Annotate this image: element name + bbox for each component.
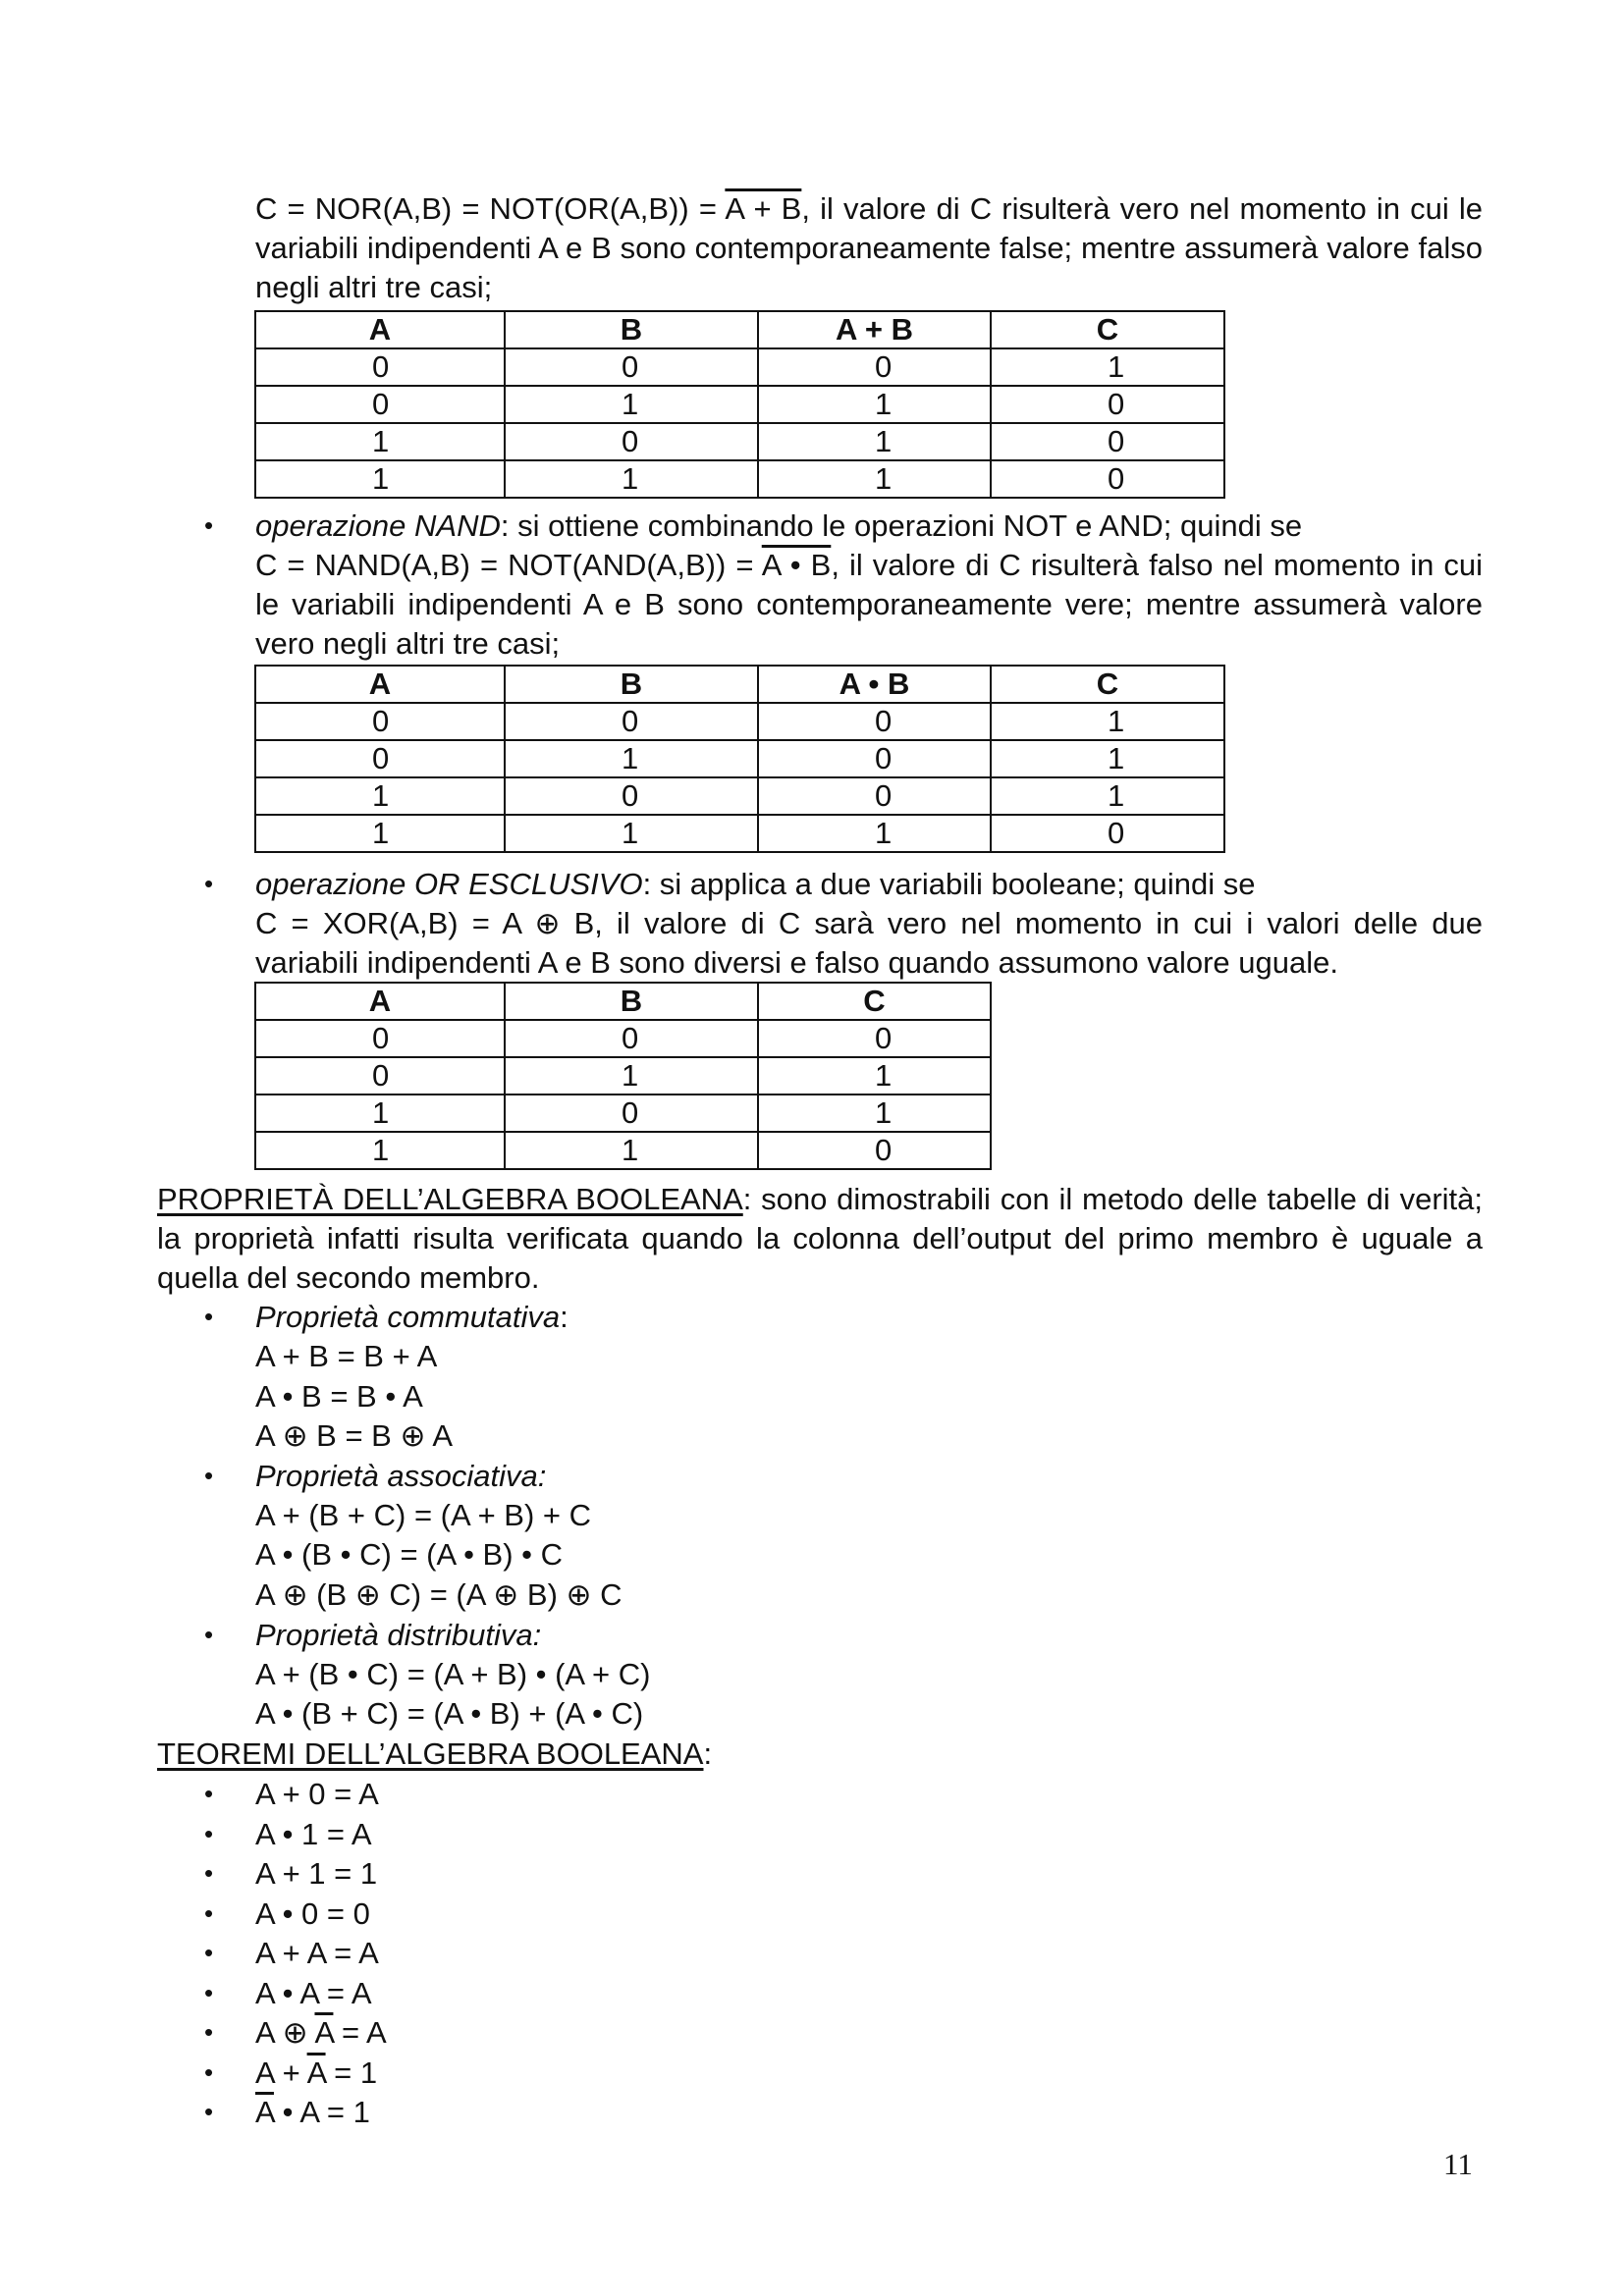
nand-table-cell: 1 bbox=[991, 703, 1224, 740]
nor-table-header-cell: C bbox=[991, 311, 1224, 348]
theorem-bullet-6: • bbox=[204, 1978, 214, 2007]
theorem-7-negated: $\overline{A}$ bbox=[314, 2015, 334, 2050]
nor-table-cell: 0 bbox=[255, 348, 505, 386]
theorem-5: A + A = A bbox=[255, 1936, 379, 1970]
xor-table-cell: 0 bbox=[505, 1020, 758, 1057]
nand-table-row bbox=[255, 777, 1224, 815]
nand-table-cell: 1 bbox=[758, 815, 991, 852]
commutative-formula-3: A ⊕ B = B ⊕ A bbox=[255, 1418, 454, 1453]
nor-table-cell: 1 bbox=[255, 460, 505, 498]
xor-table-row bbox=[255, 1095, 991, 1132]
nand-table-cell: 1 bbox=[255, 815, 505, 852]
distributive-formula-1: A + (B • C) = (A + B) • (A + C) bbox=[255, 1657, 651, 1691]
nor-expression: A + B bbox=[725, 191, 802, 226]
theorem-8 bbox=[255, 2054, 377, 2093]
theorem-1: A + 0 = A bbox=[255, 1777, 379, 1811]
nor-table-header-row bbox=[255, 311, 1224, 348]
nor-table-cell: 0 bbox=[991, 460, 1224, 498]
associative-formula-2: A • (B • C) = (A • B) • C bbox=[255, 1537, 563, 1572]
xor-table-cell: 1 bbox=[255, 1095, 505, 1132]
theorem-7 bbox=[255, 2013, 387, 2053]
distributive-bullet: • bbox=[204, 1620, 214, 1649]
xor-bullet: • bbox=[204, 869, 214, 898]
xor-table-header-cell: C bbox=[758, 983, 991, 1020]
nand-definition: C = NAND(A,B) = NOT(AND(A,B)) = bbox=[255, 548, 762, 582]
nand-table-row bbox=[255, 740, 1224, 777]
xor-table-row bbox=[255, 1132, 991, 1169]
xor-table-row bbox=[255, 1020, 991, 1057]
xor-table-header-cell: A bbox=[255, 983, 505, 1020]
nand-intro bbox=[255, 507, 1483, 546]
nand-table-header-cell: A bbox=[255, 666, 505, 703]
nand-table-cell: 0 bbox=[505, 703, 758, 740]
properties-heading: PROPRIETÀ DELL’ALGEBRA BOOLEANA bbox=[157, 1182, 743, 1216]
xor-table-cell: 0 bbox=[758, 1132, 991, 1169]
nor-table-cell: 0 bbox=[991, 386, 1224, 423]
theorem-bullet-9: • bbox=[204, 2097, 214, 2126]
theorem-9-right: = 1 bbox=[318, 2095, 370, 2129]
nand-table-cell: 1 bbox=[991, 740, 1224, 777]
xor-paragraph bbox=[255, 904, 1483, 983]
nor-table-row bbox=[255, 423, 1224, 460]
theorem-bullet-7: • bbox=[204, 2017, 214, 2047]
xor-table-cell: 1 bbox=[758, 1095, 991, 1132]
associative-title bbox=[255, 1457, 546, 1496]
theorem-bullet-8: • bbox=[204, 2057, 214, 2087]
associative-bullet: • bbox=[204, 1461, 214, 1490]
theorem-9-op: • bbox=[273, 2095, 300, 2129]
theorem-9-var: A bbox=[299, 2095, 319, 2129]
distributive-title bbox=[255, 1616, 541, 1655]
nand-table-row bbox=[255, 703, 1224, 740]
theorem-7-right: = A bbox=[333, 2015, 387, 2050]
nor-table-cell: 0 bbox=[758, 348, 991, 386]
nand-table-cell: 0 bbox=[758, 703, 991, 740]
nand-table-cell: 0 bbox=[758, 740, 991, 777]
theorem-bullet-2: • bbox=[204, 1819, 214, 1848]
associative-formula-3: A ⊕ (B ⊕ C) = (A ⊕ B) ⊕ C bbox=[255, 1577, 623, 1612]
page-number: 11 bbox=[1443, 2147, 1473, 2181]
theorem-bullet-1: • bbox=[204, 1779, 214, 1808]
nor-paragraph bbox=[255, 189, 1483, 307]
theorem-2: A • 1 = A bbox=[255, 1817, 372, 1851]
nor-table-row bbox=[255, 460, 1224, 498]
properties-description: : sono dimostrabili con il metodo delle tabelle di verità; la proprietà infatti risulta verificata quando la colonna dell’output del primo membro è uguale a quella del secondo membro. bbox=[157, 1182, 1484, 1295]
theorems-heading: TEOREMI DELL’ALGEBRA BOOLEANA bbox=[157, 1736, 704, 1771]
nor-table-header-cell: A bbox=[255, 311, 505, 348]
nor-table-row bbox=[255, 348, 1224, 386]
nand-table-header-cell: B bbox=[505, 666, 758, 703]
nand-table-cell: 0 bbox=[255, 740, 505, 777]
nand-table-cell: 0 bbox=[255, 703, 505, 740]
theorem-bullet-3: • bbox=[204, 1858, 214, 1888]
xor-table-header-row bbox=[255, 983, 991, 1020]
nor-table-row bbox=[255, 386, 1224, 423]
commutative-title bbox=[255, 1298, 568, 1337]
theorem-8-left: A + bbox=[255, 2056, 307, 2090]
theorem-6: A • A = A bbox=[255, 1976, 372, 2010]
commutative-label: Proprietà commutativa bbox=[255, 1300, 561, 1334]
xor-truth-table bbox=[254, 982, 992, 1170]
xor-table-cell: 1 bbox=[758, 1057, 991, 1095]
xor-table-cell: 0 bbox=[758, 1020, 991, 1057]
theorem-9 bbox=[255, 2093, 370, 2132]
commutative-formula-2: A • B = B • A bbox=[255, 1379, 423, 1414]
nand-truth-table bbox=[254, 665, 1225, 853]
nor-table-cell: 0 bbox=[991, 423, 1224, 460]
xor-table-row bbox=[255, 1057, 991, 1095]
xor-table-cell: 1 bbox=[505, 1132, 758, 1169]
nand-expression: A • B bbox=[761, 548, 832, 582]
commutative-bullet: • bbox=[204, 1302, 214, 1331]
theorems-colon: : bbox=[703, 1736, 713, 1771]
xor-table-cell: 0 bbox=[255, 1020, 505, 1057]
xor-table-cell: 1 bbox=[505, 1057, 758, 1095]
nand-table-row bbox=[255, 815, 1224, 852]
theorem-bullet-5: • bbox=[204, 1938, 214, 1967]
nor-description: , il valore di C risulterà vero nel momento in cui le variabili indipendenti A e B sono contemporaneamente false; mentre assumerà valore falso negli altri tre casi; bbox=[255, 191, 1483, 304]
nor-table-cell: 0 bbox=[505, 423, 758, 460]
commutative-colon: : bbox=[560, 1300, 568, 1334]
nand-table-cell: 0 bbox=[991, 815, 1224, 852]
commutative-formula-1: A + B = B + A bbox=[255, 1339, 438, 1373]
distributive-label: Proprietà distributiva: bbox=[255, 1618, 542, 1652]
nand-table-cell: 1 bbox=[505, 740, 758, 777]
nand-table-cell: 0 bbox=[758, 777, 991, 815]
nor-table-cell: 1 bbox=[505, 386, 758, 423]
distributive-formula-2: A • (B + C) = (A • B) + (A • C) bbox=[255, 1696, 644, 1731]
nor-table-cell: 0 bbox=[255, 386, 505, 423]
nand-table-cell: 0 bbox=[505, 777, 758, 815]
nand-description: , il valore di C risulterà falso nel momento in cui le variabili indipendenti A e B sono contemporaneamente vere; mentre assumerà valore vero negli altri tre casi; bbox=[255, 548, 1483, 661]
nand-table-header-cell: A • B bbox=[758, 666, 991, 703]
nor-truth-table bbox=[254, 310, 1225, 499]
theorem-7-left: A ⊕ bbox=[255, 2015, 315, 2050]
theorem-4: A • 0 = 0 bbox=[255, 1896, 370, 1931]
associative-formula-1: A + (B + C) = (A + B) + C bbox=[255, 1498, 591, 1532]
nor-table-cell: 1 bbox=[758, 460, 991, 498]
nand-table-cell: 1 bbox=[255, 777, 505, 815]
theorem-3: A + 1 = 1 bbox=[255, 1856, 378, 1891]
nand-intro-text: : si ottiene combinando le operazioni NOT e AND; quindi se bbox=[500, 508, 1303, 543]
nor-definition: C = NOR(A,B) = NOT(OR(A,B)) = bbox=[255, 191, 726, 226]
nand-table-header-cell: C bbox=[991, 666, 1224, 703]
nor-table-cell: 1 bbox=[255, 423, 505, 460]
nor-table-cell: 1 bbox=[758, 386, 991, 423]
nand-table-header-row bbox=[255, 666, 1224, 703]
theorem-8-negated: $\overline{A}$ bbox=[306, 2056, 326, 2090]
nor-table-cell: 1 bbox=[991, 348, 1224, 386]
nor-table-cell: 1 bbox=[505, 460, 758, 498]
theorem-bullet-4: • bbox=[204, 1898, 214, 1928]
xor-description: C = XOR(A,B) = A ⊕ B, il valore di C sarà vero nel momento in cui i valori delle due variabili indipendenti A e B sono diversi e falso quando assumono valore uguale. bbox=[255, 906, 1483, 980]
xor-table-header-cell: B bbox=[505, 983, 758, 1020]
nor-table-cell: 0 bbox=[505, 348, 758, 386]
nor-table-cell: 1 bbox=[758, 423, 991, 460]
theorems-heading-line bbox=[157, 1735, 1483, 1774]
nand-paragraph bbox=[255, 546, 1483, 664]
xor-table-cell: 1 bbox=[255, 1132, 505, 1169]
properties-paragraph bbox=[157, 1180, 1483, 1298]
xor-label: operazione OR ESCLUSIVO bbox=[255, 867, 643, 901]
theorem-9-negated: $\overline{A}$ bbox=[255, 2095, 274, 2129]
xor-intro bbox=[255, 865, 1483, 904]
nor-table-header-cell: A + B bbox=[758, 311, 991, 348]
xor-table-cell: 0 bbox=[255, 1057, 505, 1095]
xor-table-cell: 0 bbox=[505, 1095, 758, 1132]
nand-table-cell: 1 bbox=[505, 815, 758, 852]
theorem-8-right: = 1 bbox=[325, 2056, 378, 2090]
nor-table-header-cell: B bbox=[505, 311, 758, 348]
nand-table-cell: 1 bbox=[991, 777, 1224, 815]
nand-label: operazione NAND bbox=[255, 508, 501, 543]
associative-label: Proprietà associativa: bbox=[255, 1459, 547, 1493]
nand-bullet: • bbox=[204, 510, 214, 540]
xor-intro-text: : si applica a due variabili booleane; quindi se bbox=[642, 867, 1256, 901]
